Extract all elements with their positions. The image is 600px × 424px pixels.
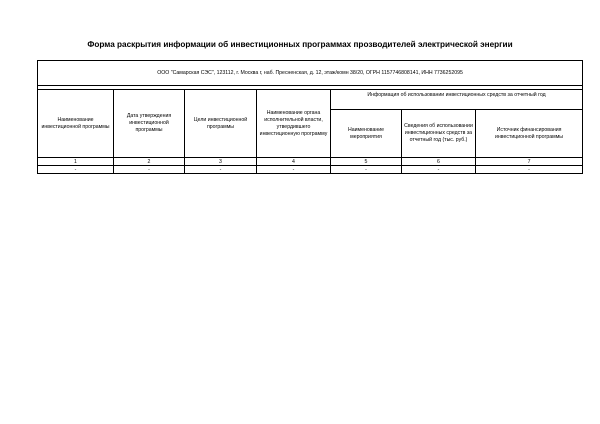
table-cell: - xyxy=(476,166,583,174)
column-number-cell: 7 xyxy=(476,158,583,166)
table-cell: - xyxy=(331,166,402,174)
header-row-top xyxy=(38,90,583,110)
table-cell: - xyxy=(38,166,114,174)
header-usage-info-group: Информация об использовании инвестиционных средств за отчетный год xyxy=(331,90,583,110)
header-approving-authority: Наименование органа исполнительной власти, утвердившего инвестиционную программу xyxy=(257,90,331,158)
table-row xyxy=(38,166,583,174)
header-goals: Цели инвестиционной программы xyxy=(185,90,257,158)
column-number-row xyxy=(38,158,583,166)
column-number-cell: 1 xyxy=(38,158,114,166)
table-cell: - xyxy=(185,166,257,174)
header-funds-usage: Сведения об использовании инвестиционных средств за отчетный год (тыс. руб.) xyxy=(402,110,476,158)
disclosure-table xyxy=(37,60,583,174)
header-activity-name: Наименование мероприятия xyxy=(331,110,402,158)
column-number-cell: 2 xyxy=(114,158,185,166)
document-title: Форма раскрытия информации об инвестиционных программах прозводителей электрической энергии xyxy=(87,40,513,49)
table-cell: - xyxy=(257,166,331,174)
company-info-row xyxy=(38,61,583,86)
column-number-cell: 4 xyxy=(257,158,331,166)
column-number-cell: 6 xyxy=(402,158,476,166)
header-funding-sources: Источник финансирования инвестиционной программы xyxy=(476,110,583,158)
column-number-cell: 3 xyxy=(185,158,257,166)
table-cell: - xyxy=(114,166,185,174)
header-program-name: Наименование инвестиционной программы xyxy=(38,90,114,158)
header-approval-date: Дата утверждения инвестиционной программы xyxy=(114,90,185,158)
column-number-cell: 5 xyxy=(331,158,402,166)
table-cell: - xyxy=(402,166,476,174)
company-info-cell: ООО "Самарская СЭС", 123112, г. Москва г, наб. Пресненская, д. 12, этаж/комн 38/20, ОГРН 1157746808141, ИНН 7736252095 xyxy=(38,61,583,86)
